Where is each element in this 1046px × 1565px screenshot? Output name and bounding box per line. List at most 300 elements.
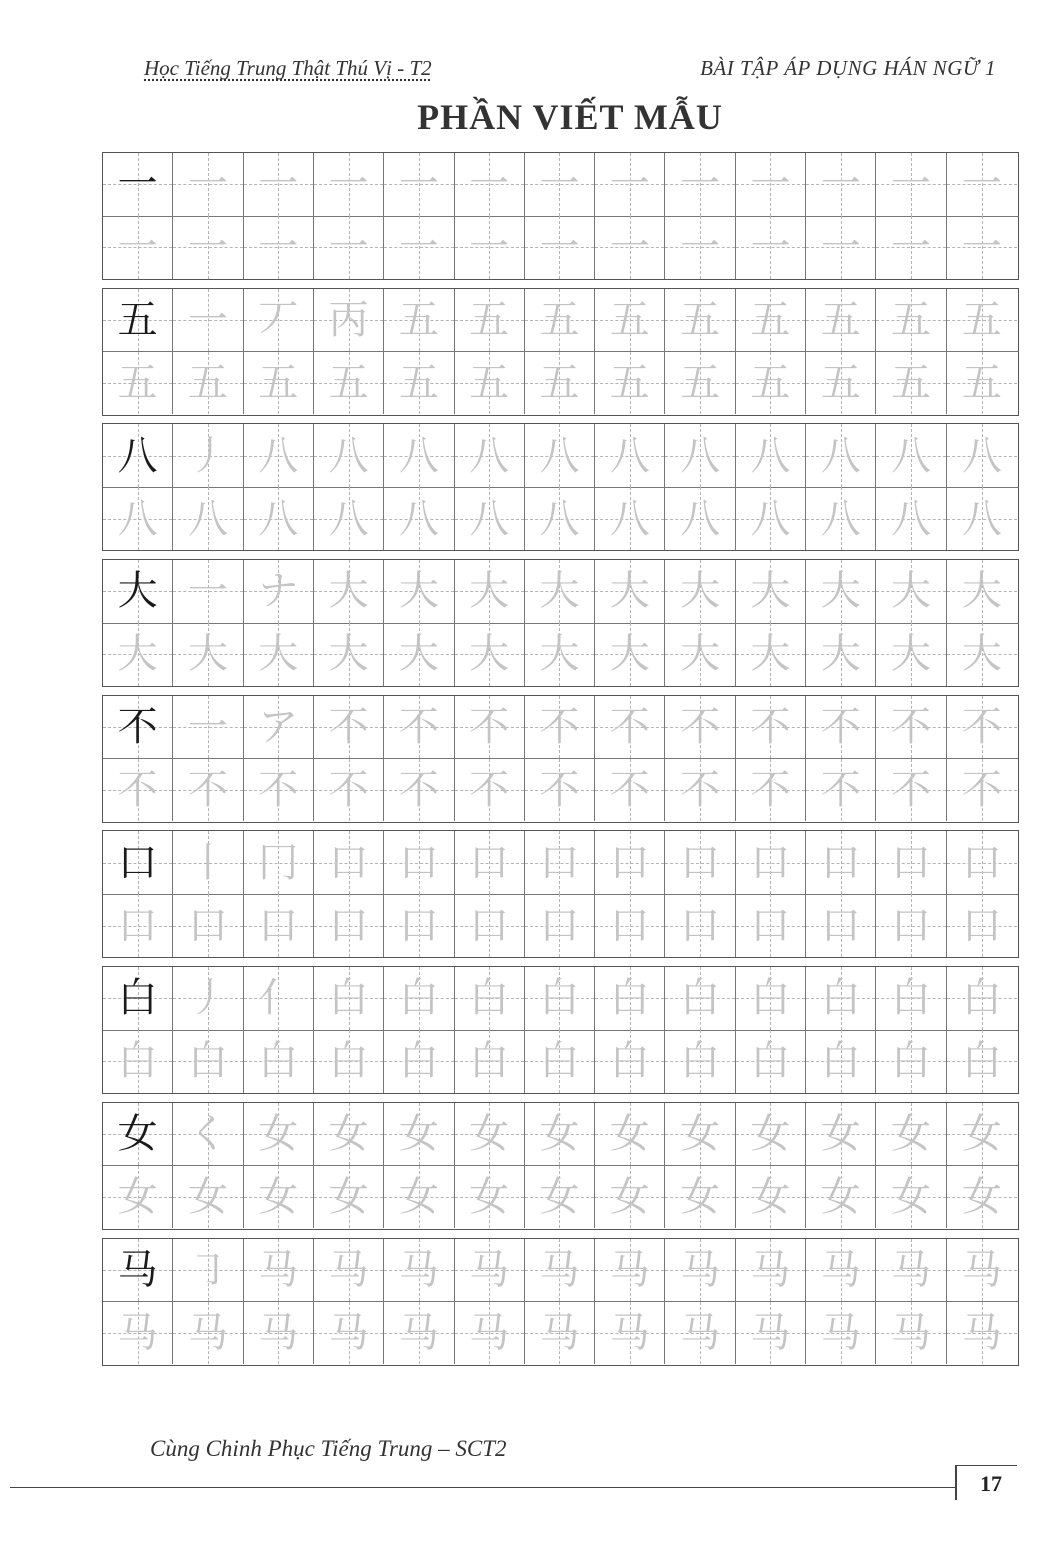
grid-cell <box>947 216 1017 279</box>
trace-character: 口 <box>117 902 158 949</box>
grid-cell <box>455 759 525 822</box>
grid-cell <box>173 967 243 1030</box>
practice-row-strokes <box>103 831 1018 895</box>
stroke-step-character: 大 <box>398 568 439 615</box>
grid-cell <box>876 696 946 759</box>
footer-divider <box>10 1487 955 1488</box>
grid-cell <box>314 696 384 759</box>
trace-character: 大 <box>398 631 439 678</box>
stroke-step-character: 马 <box>398 1246 439 1293</box>
practice-row-trace <box>103 894 1018 957</box>
grid-cell <box>665 1239 735 1302</box>
trace-character: 不 <box>609 767 650 813</box>
grid-cell <box>173 289 243 352</box>
trace-character: 白 <box>258 1038 299 1085</box>
grid-cell <box>173 352 243 415</box>
trace-character: 八 <box>258 495 299 542</box>
trace-character: 马 <box>469 1309 510 1356</box>
grid-cell <box>665 696 735 759</box>
trace-character: 白 <box>680 1038 721 1085</box>
stroke-step-character: 五 <box>680 296 721 343</box>
grid-cell <box>595 487 665 550</box>
practice-row-trace <box>103 216 1018 279</box>
grid-cell <box>947 831 1017 894</box>
stroke-step-character: 大 <box>750 568 791 615</box>
grid-cell <box>244 487 314 550</box>
grid-cell <box>665 487 735 550</box>
grid-cell <box>173 1103 243 1166</box>
stroke-step-character: 丆 <box>258 296 299 343</box>
grid-cell <box>244 424 314 487</box>
grid-cell <box>736 153 806 216</box>
stroke-step-character: 马 <box>539 1246 580 1293</box>
stroke-step-character: 八 <box>469 432 510 479</box>
practice-row-trace <box>103 1302 1018 1365</box>
stroke-step-character: 大 <box>469 568 510 615</box>
grid-cell <box>947 759 1017 822</box>
stroke-step-character: 不 <box>539 704 580 750</box>
grid-cell <box>947 289 1017 352</box>
grid-cell <box>103 216 173 279</box>
grid-cell <box>455 1166 525 1229</box>
stroke-step-character: 八 <box>680 432 721 479</box>
grid-cell <box>173 831 243 894</box>
grid-cell <box>595 216 665 279</box>
grid-cell <box>244 560 314 623</box>
grid-cell <box>455 352 525 415</box>
grid-cell <box>665 831 735 894</box>
trace-character: 马 <box>891 1309 932 1356</box>
grid-cell <box>103 1030 173 1093</box>
trace-character: 五 <box>680 359 721 406</box>
grid-cell <box>244 759 314 822</box>
trace-character: 大 <box>539 631 580 678</box>
stroke-step-character: 白 <box>891 975 932 1022</box>
stroke-step-character: 白 <box>750 975 791 1022</box>
header-book-title: Học Tiếng Trung Thật Thú Vị - T2 <box>144 56 432 80</box>
grid-cell <box>314 153 384 216</box>
trace-character: 一 <box>820 224 861 271</box>
grid-cell <box>736 1030 806 1093</box>
trace-character: 不 <box>398 767 439 813</box>
grid-cell <box>314 1166 384 1229</box>
grid-cell <box>244 831 314 894</box>
trace-character: 白 <box>609 1038 650 1085</box>
stroke-step-character: 不 <box>961 704 1002 750</box>
trace-character: 口 <box>398 902 439 949</box>
trace-character: 女 <box>258 1174 299 1221</box>
grid-cell <box>947 1030 1017 1093</box>
stroke-step-character: 口 <box>961 839 1002 886</box>
stroke-step-character: 不 <box>398 704 439 750</box>
grid-cell <box>876 560 946 623</box>
trace-character: 不 <box>328 767 369 813</box>
grid-cell <box>806 153 876 216</box>
grid-cell <box>384 759 454 822</box>
grid-cell <box>876 153 946 216</box>
trace-character: 不 <box>891 767 932 813</box>
stroke-step-character: 女 <box>961 1111 1002 1158</box>
trace-character: 一 <box>750 224 791 271</box>
grid-cell <box>595 623 665 686</box>
model-character: 八 <box>117 432 158 479</box>
trace-character: 一 <box>258 224 299 271</box>
stroke-step-character: 女 <box>891 1111 932 1158</box>
grid-cell <box>806 696 876 759</box>
grid-cell <box>455 216 525 279</box>
grid-cell <box>736 1103 806 1166</box>
page-number: 17 <box>980 1471 1002 1496</box>
grid-cell <box>736 1302 806 1365</box>
grid-cell <box>525 759 595 822</box>
stroke-step-character: 八 <box>398 432 439 479</box>
grid-cell <box>455 967 525 1030</box>
stroke-step-character: 一 <box>961 161 1002 208</box>
stroke-step-character: 不 <box>469 704 510 750</box>
grid-cell <box>455 894 525 957</box>
stroke-step-character: 女 <box>469 1111 510 1158</box>
writing-practice-grid <box>102 152 1019 1373</box>
trace-character: 口 <box>539 902 580 949</box>
trace-character: 一 <box>328 224 369 271</box>
grid-cell <box>384 967 454 1030</box>
practice-row-strokes <box>103 153 1018 217</box>
grid-cell <box>103 424 173 487</box>
grid-cell <box>665 352 735 415</box>
grid-cell <box>806 216 876 279</box>
stroke-step-character: 白 <box>469 975 510 1022</box>
trace-character: 八 <box>187 495 228 542</box>
trace-character: 口 <box>891 902 932 949</box>
grid-cell <box>525 831 595 894</box>
grid-cell <box>595 1302 665 1365</box>
footer-text: Cùng Chinh Phục Tiếng Trung – SCT2 <box>150 1436 507 1461</box>
grid-cell <box>665 967 735 1030</box>
grid-cell <box>173 153 243 216</box>
stroke-step-character: 白 <box>609 975 650 1022</box>
trace-character: 口 <box>328 902 369 949</box>
trace-character: 白 <box>961 1038 1002 1085</box>
grid-cell <box>736 1166 806 1229</box>
trace-character: 一 <box>539 224 580 271</box>
grid-cell <box>595 560 665 623</box>
grid-cell <box>665 759 735 822</box>
model-character: 马 <box>117 1246 158 1293</box>
grid-cell <box>314 894 384 957</box>
grid-cell <box>736 289 806 352</box>
grid-cell <box>314 831 384 894</box>
grid-cell <box>876 487 946 550</box>
trace-character: 一 <box>961 224 1002 271</box>
trace-character: 八 <box>820 495 861 542</box>
grid-cell <box>665 1030 735 1093</box>
grid-cell <box>173 1030 243 1093</box>
grid-cell <box>876 1166 946 1229</box>
trace-character: 马 <box>117 1309 158 1356</box>
stroke-step-character: 五 <box>609 296 650 343</box>
grid-cell <box>595 696 665 759</box>
trace-character: 一 <box>398 224 439 271</box>
grid-cell <box>876 352 946 415</box>
stroke-step-character: 五 <box>750 296 791 343</box>
stroke-step-character: ア <box>258 704 299 750</box>
stroke-step-character: 马 <box>680 1246 721 1293</box>
trace-character: 马 <box>539 1309 580 1356</box>
character-block <box>102 830 1019 958</box>
grid-cell <box>455 153 525 216</box>
trace-character: 大 <box>258 631 299 678</box>
stroke-step-character: 不 <box>609 704 650 750</box>
trace-character: 五 <box>187 359 228 406</box>
trace-character: 八 <box>117 495 158 542</box>
grid-cell <box>314 1239 384 1302</box>
grid-cell <box>525 1166 595 1229</box>
grid-cell <box>103 1302 173 1365</box>
practice-row-trace <box>103 352 1018 415</box>
grid-cell <box>947 424 1017 487</box>
stroke-step-character: 马 <box>328 1246 369 1293</box>
grid-cell <box>806 424 876 487</box>
trace-character: 八 <box>328 495 369 542</box>
page-title: PHẦN VIẾT MẪU <box>417 97 723 137</box>
stroke-step-character: 八 <box>820 432 861 479</box>
grid-cell <box>665 1166 735 1229</box>
grid-cell <box>314 1030 384 1093</box>
grid-cell <box>595 289 665 352</box>
trace-character: 五 <box>469 359 510 406</box>
trace-character: 八 <box>539 495 580 542</box>
stroke-step-character: 大 <box>891 568 932 615</box>
trace-character: 五 <box>258 359 299 406</box>
grid-cell <box>595 153 665 216</box>
grid-cell <box>314 967 384 1030</box>
trace-character: 白 <box>117 1038 158 1085</box>
grid-cell <box>314 424 384 487</box>
stroke-step-character: 一 <box>891 161 932 208</box>
grid-cell <box>876 759 946 822</box>
trace-character: 一 <box>680 224 721 271</box>
stroke-step-character: 五 <box>820 296 861 343</box>
model-character: 五 <box>117 296 158 343</box>
stroke-step-character: 亻 <box>258 975 299 1022</box>
grid-cell <box>876 831 946 894</box>
grid-cell <box>244 696 314 759</box>
trace-character: 马 <box>258 1309 299 1356</box>
grid-cell <box>595 1166 665 1229</box>
grid-cell <box>173 1166 243 1229</box>
practice-row-strokes <box>103 967 1018 1031</box>
grid-cell <box>384 1239 454 1302</box>
grid-cell <box>384 1030 454 1093</box>
trace-character: 口 <box>680 902 721 949</box>
stroke-step-character: 口 <box>891 839 932 886</box>
stroke-step-character: 马 <box>258 1246 299 1293</box>
stroke-step-character: 白 <box>820 975 861 1022</box>
grid-cell <box>736 352 806 415</box>
grid-cell <box>244 1239 314 1302</box>
trace-character: 口 <box>750 902 791 949</box>
grid-cell <box>806 1302 876 1365</box>
grid-cell <box>103 352 173 415</box>
model-character: 不 <box>117 704 158 750</box>
trace-character: 女 <box>609 1174 650 1221</box>
stroke-step-character: 大 <box>961 568 1002 615</box>
stroke-step-character: 一 <box>328 161 369 208</box>
trace-character: 不 <box>750 767 791 813</box>
grid-cell <box>525 1239 595 1302</box>
trace-character: 大 <box>117 631 158 678</box>
grid-cell <box>525 352 595 415</box>
grid-cell <box>314 759 384 822</box>
character-block <box>102 288 1019 416</box>
stroke-step-character: 八 <box>328 432 369 479</box>
stroke-step-character: 不 <box>891 704 932 750</box>
grid-cell <box>244 1166 314 1229</box>
stroke-step-character: 白 <box>680 975 721 1022</box>
stroke-step-character: 一 <box>187 296 228 343</box>
grid-cell <box>173 759 243 822</box>
grid-cell <box>244 352 314 415</box>
grid-cell <box>314 623 384 686</box>
stroke-step-character: 口 <box>328 839 369 886</box>
grid-cell <box>384 696 454 759</box>
stroke-step-character: 五 <box>539 296 580 343</box>
grid-cell <box>384 1302 454 1365</box>
stroke-step-character: 白 <box>398 975 439 1022</box>
stroke-step-character: 一 <box>398 161 439 208</box>
grid-cell <box>103 1166 173 1229</box>
grid-cell <box>173 1239 243 1302</box>
stroke-step-character: 白 <box>961 975 1002 1022</box>
trace-character: 马 <box>961 1309 1002 1356</box>
stroke-step-character: 不 <box>328 704 369 750</box>
trace-character: 不 <box>117 767 158 813</box>
grid-cell <box>736 623 806 686</box>
grid-cell <box>173 487 243 550</box>
grid-cell <box>244 289 314 352</box>
stroke-step-character: ナ <box>258 568 299 615</box>
grid-cell <box>314 216 384 279</box>
grid-cell <box>947 153 1017 216</box>
grid-cell <box>244 967 314 1030</box>
grid-cell <box>525 967 595 1030</box>
grid-cell <box>665 1302 735 1365</box>
grid-cell <box>525 894 595 957</box>
character-block <box>102 1102 1019 1230</box>
trace-character: 白 <box>820 1038 861 1085</box>
stroke-step-character: 女 <box>750 1111 791 1158</box>
grid-cell <box>525 487 595 550</box>
grid-cell <box>665 1103 735 1166</box>
character-block <box>102 966 1019 1094</box>
trace-character: 大 <box>750 631 791 678</box>
grid-cell <box>525 560 595 623</box>
grid-cell <box>103 894 173 957</box>
stroke-step-character: 大 <box>539 568 580 615</box>
grid-cell <box>595 831 665 894</box>
grid-cell <box>384 623 454 686</box>
grid-cell <box>947 1103 1017 1166</box>
trace-character: 大 <box>328 631 369 678</box>
grid-cell <box>665 153 735 216</box>
grid-cell <box>736 894 806 957</box>
grid-cell <box>736 696 806 759</box>
stroke-step-character: 口 <box>469 839 510 886</box>
grid-cell <box>244 216 314 279</box>
grid-cell <box>455 289 525 352</box>
trace-character: 五 <box>961 359 1002 406</box>
grid-cell <box>314 352 384 415</box>
grid-cell <box>103 831 173 894</box>
stroke-step-character: 口 <box>820 839 861 886</box>
stroke-step-character: 马 <box>961 1246 1002 1293</box>
grid-cell <box>806 1166 876 1229</box>
grid-cell <box>173 623 243 686</box>
grid-cell <box>525 1103 595 1166</box>
grid-cell <box>736 759 806 822</box>
grid-cell <box>947 696 1017 759</box>
trace-character: 女 <box>117 1174 158 1221</box>
grid-cell <box>876 894 946 957</box>
grid-cell <box>173 216 243 279</box>
grid-cell <box>525 424 595 487</box>
stroke-step-character: 一 <box>820 161 861 208</box>
character-block <box>102 423 1019 551</box>
trace-character: 一 <box>891 224 932 271</box>
trace-character: 白 <box>328 1038 369 1085</box>
grid-cell <box>806 1030 876 1093</box>
stroke-step-character: 丿 <box>187 975 228 1022</box>
practice-row-trace <box>103 1166 1018 1229</box>
grid-cell <box>455 623 525 686</box>
grid-cell <box>947 487 1017 550</box>
stroke-step-character: 冂 <box>258 839 299 886</box>
grid-cell <box>103 696 173 759</box>
trace-character: 口 <box>820 902 861 949</box>
stroke-step-character: 八 <box>891 432 932 479</box>
grid-cell <box>384 831 454 894</box>
trace-character: 马 <box>750 1309 791 1356</box>
stroke-step-character: 丙 <box>328 296 369 343</box>
grid-cell <box>525 289 595 352</box>
trace-character: 马 <box>187 1309 228 1356</box>
stroke-step-character: 一 <box>187 704 228 750</box>
grid-cell <box>384 487 454 550</box>
grid-cell <box>595 424 665 487</box>
grid-cell <box>947 894 1017 957</box>
trace-character: 大 <box>187 631 228 678</box>
trace-character: 八 <box>398 495 439 542</box>
grid-cell <box>736 487 806 550</box>
grid-cell <box>314 560 384 623</box>
trace-character: 女 <box>328 1174 369 1221</box>
model-character: 一 <box>117 161 158 208</box>
practice-row-trace <box>103 623 1018 686</box>
grid-cell <box>595 967 665 1030</box>
grid-cell <box>384 424 454 487</box>
model-character: 口 <box>117 839 158 886</box>
grid-cell <box>595 1030 665 1093</box>
grid-cell <box>173 696 243 759</box>
grid-cell <box>455 1239 525 1302</box>
stroke-step-character: 口 <box>680 839 721 886</box>
stroke-step-character: 五 <box>398 296 439 343</box>
trace-character: 八 <box>609 495 650 542</box>
trace-character: 马 <box>680 1309 721 1356</box>
grid-cell <box>876 1030 946 1093</box>
grid-cell <box>314 289 384 352</box>
grid-cell <box>103 1239 173 1302</box>
